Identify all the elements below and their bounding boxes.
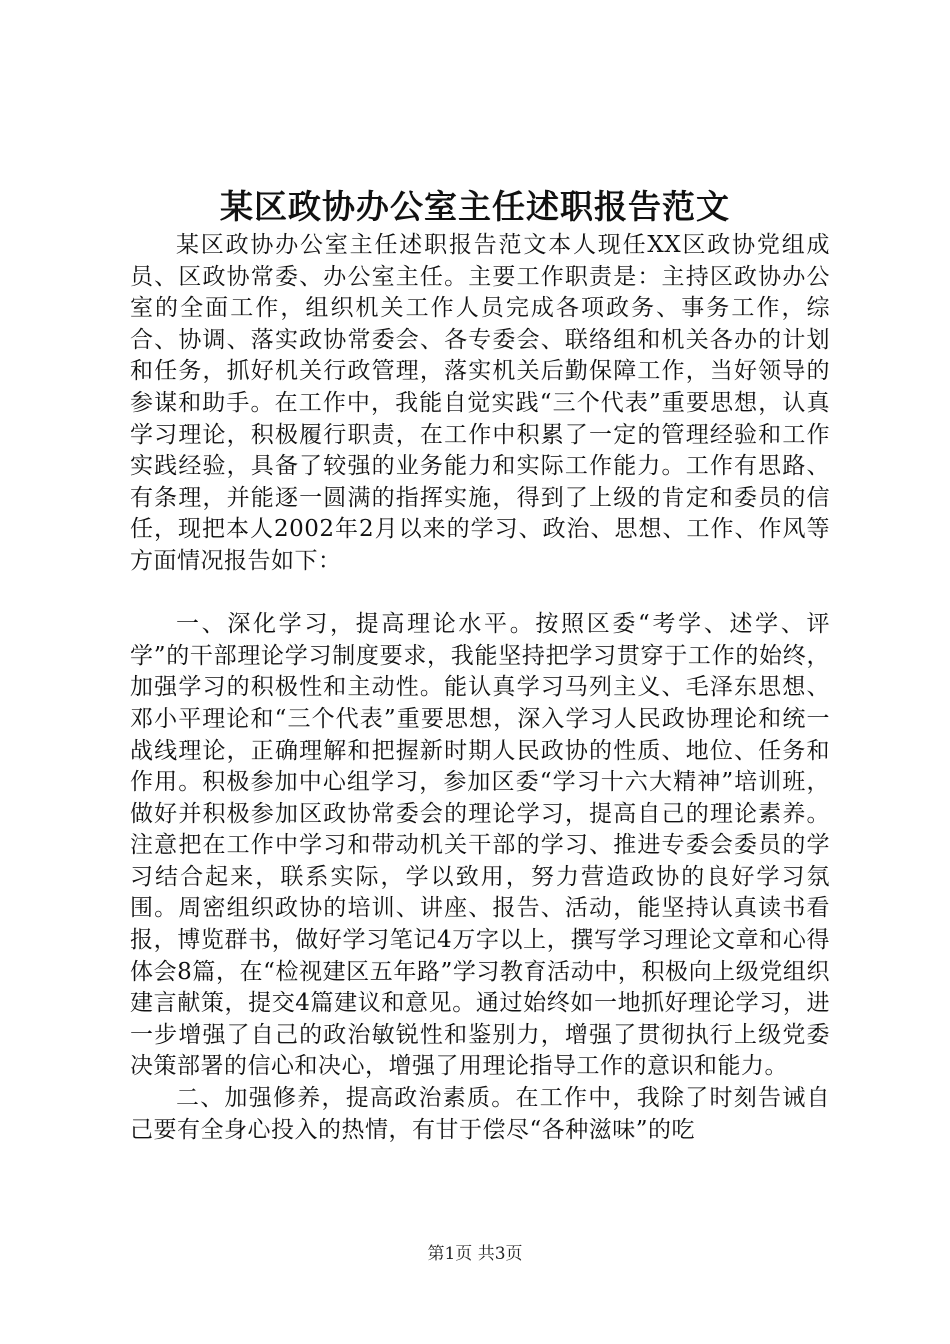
page-number-footer: 第1页 共3页 [427,1244,523,1264]
paragraph-spacer [130,578,830,610]
document-title: 某区政协办公室主任述职报告范文 [220,187,730,226]
paragraph-section-one: 一、深化学习，提高理论水平。按照区委“考学、述学、评学”的干部理论学习制度要求，我能坚持把学习贯穿于工作的始终，加强学习的积极性和主动性。能认真学习马列主义、毛泽东思想、邓小平理论和“三个代表”重要思想，深入学习人民政协理论和统一战线理论，正确理解和把握新时期人民政协的性质、地位、任务和作用。积极参加中心组学习，参加区委“学习十六大精神”培训班，做好并积极参加区政协常委会的理论学习，提高自己的理论素养。注意把在工作中学习和带动机关干部的学习、推进专委会委员的学习结合起来，联系实际，学以致用，努力营造政协的良好学习氛围。周密组织政协的培训、讲座、报告、活动，能坚持认真读书看报，博览群书，做好学习笔记4万字以上，撰写学习理论文章和心得体会8篇，在“检视建区五年路”学习教育活动中，积极向上级党组织建言献策，提交4篇建议和意见。通过始终如一地抓好理论学习，进一步增强了自己的政治敏锐性和鉴别力，增强了贯彻执行上级党委决策部署的信心和决心，增强了用理论指导工作的意识和能力。 [130,611,830,1080]
paragraph-intro: 某区政协办公室主任述职报告范文本人现任XX区政协党组成员、区政协常委、办公室主任。主要工作职责是：主持区政协办公室的全面工作，组织机关工作人员完成各项政务、事务工作，综合、协调、落实政协常委会、各专委会、联络组和机关各办的计划和任务，抓好机关行政管理，落实机关后勤保障工作，当好领导的参谋和助手。在工作中，我能自觉实践“三个代表”重要思想，认真学习理论，积极履行职责，在工作中积累了一定的管理经验和工作实践经验，具备了较强的业务能力和实际工作能力。工作有思路、有条理，并能逐一圆满的指挥实施，得到了上级的肯定和委员的信任，现把本人2002年2月以来的学习、政治、思想、工作、作风等方面情况报告如下： [130,232,830,574]
paragraph-section-two: 二、加强修养，提高政治素质。在工作中，我除了时刻告诫自己要有全身心投入的热情，有甘于偿尽“各种滋味”的吃 [130,1085,830,1143]
document-body [130,230,830,1146]
